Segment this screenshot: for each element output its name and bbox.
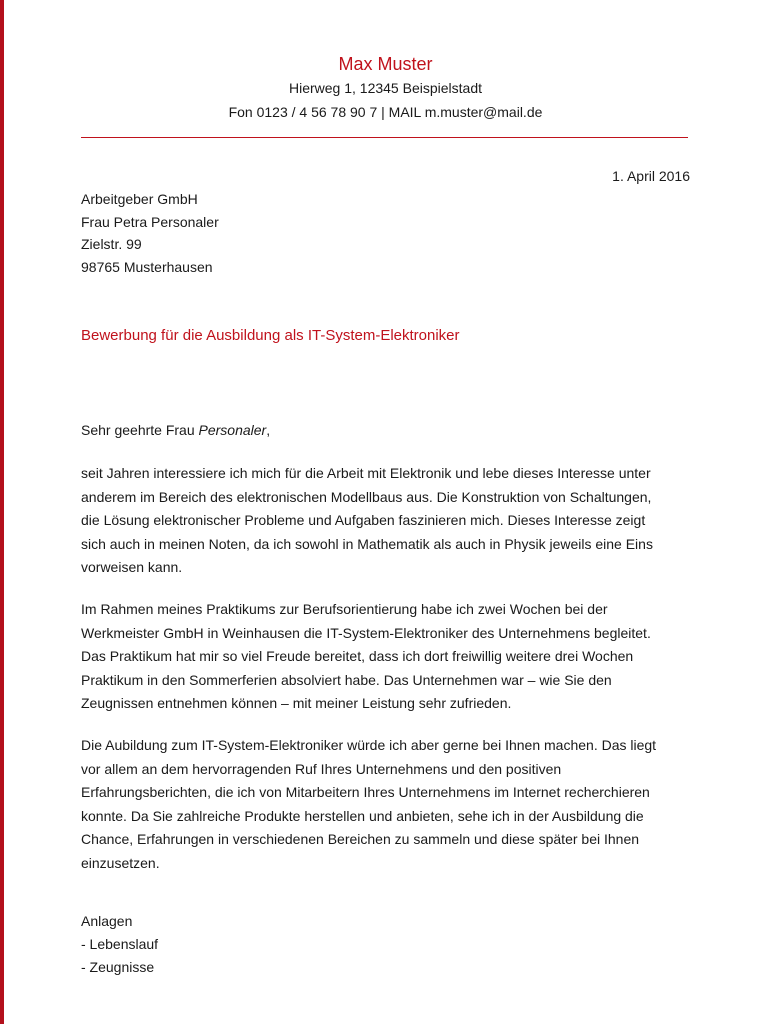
letterhead xyxy=(81,0,690,123)
paragraph-line: Zeugnissen entnehmen können – mit meiner Leistung sehr zufrieden. xyxy=(81,695,512,711)
salutation-prefix: Sehr geehrte Frau xyxy=(81,422,199,438)
paragraph-line: Die Aubildung zum IT-System-Elektroniker würde ich aber gerne bei Ihnen machen. Das liegt xyxy=(81,737,657,753)
paragraph-line: einzusetzen. xyxy=(81,854,160,871)
paragraph-line: vor allem an dem hervorragenden Ruf Ihres Unternehmens und den positiven xyxy=(81,760,562,777)
sender-address: Hierweg 1, 12345 Beispielstadt xyxy=(288,80,482,96)
paragraph-line: Praktikum in den Sommerferien absolviert habe. Das Unternehmen war – wie Sie den xyxy=(81,671,612,688)
attachments-block xyxy=(81,910,158,979)
attachments-title: Anlagen xyxy=(81,913,133,929)
paragraph-line: Werkmeister GmbH in Weinhausen die IT-System-Elektroniker des Unternehmens begleitet. xyxy=(81,624,651,641)
paragraph-line: Das Praktikum hat mir so viel Freude bereitet, dass ich dort freiwillig weitere drei Wochen xyxy=(81,648,634,664)
recipient-city: 98765 Musterhausen xyxy=(81,258,213,275)
header-divider xyxy=(81,137,688,138)
recipient-person: Frau Petra Personaler xyxy=(81,213,219,230)
paragraph-line: Erfahrungsberichten, die ich von Mitarbeitern Ihres Unternehmens im Internet recherchieren xyxy=(81,784,650,800)
paragraph-line: anderem im Bereich des elektronischen Modellbaus aus. Die Konstruktion von Schaltungen, xyxy=(81,488,652,505)
paragraph-line: konnte. Da Sie zahlreiche Produkte herstellen und anbieten, sehe ich in der Ausbildung die xyxy=(81,807,644,824)
body-paragraph-3 xyxy=(81,734,690,875)
paragraph-line: seit Jahren interessiere ich mich für die Arbeit mit Elektronik und lebe dieses Interesse unter xyxy=(81,465,651,481)
left-accent-bar xyxy=(0,0,4,1024)
letter-date: 1. April 2016 xyxy=(612,168,690,184)
letter-page xyxy=(81,0,690,975)
recipient-block xyxy=(81,188,219,278)
salutation-name: Personaler xyxy=(198,422,267,438)
paragraph-line: sich auch in meinen Noten, da ich sowohl in Mathematik als auch in Physik jeweils eine Eins xyxy=(81,535,653,552)
body-paragraph-1 xyxy=(81,462,690,580)
letter-subject: Bewerbung für die Ausbildung als IT-System-Elektroniker xyxy=(81,327,460,344)
recipient-street: Zielstr. 99 xyxy=(81,236,142,252)
attachment-item-lebenslauf: - Lebenslauf xyxy=(81,936,159,952)
sender-contact: Fon 0123 / 4 56 78 90 7 | MAIL m.muster@mail.de xyxy=(228,104,543,120)
paragraph-line: die Lösung elektronischer Probleme und Aufgaben faszinieren mich. Dieses Interesse zeigt xyxy=(81,512,646,528)
salutation xyxy=(81,420,270,440)
salutation-suffix: , xyxy=(266,422,271,438)
attachment-item-zeugnisse: - Zeugnisse xyxy=(81,959,155,975)
body-paragraph-2 xyxy=(81,598,690,716)
paragraph-line: Chance, Erfahrungen in verschiedenen Bereichen zu sammeln und diese später bei Ihnen xyxy=(81,831,640,847)
recipient-company: Arbeitgeber GmbH xyxy=(81,191,198,207)
sender-name: Max Muster xyxy=(338,54,433,74)
paragraph-line: vorweisen kann. xyxy=(81,559,183,575)
paragraph-line: Im Rahmen meines Praktikums zur Berufsorientierung habe ich zwei Wochen bei der xyxy=(81,601,608,617)
